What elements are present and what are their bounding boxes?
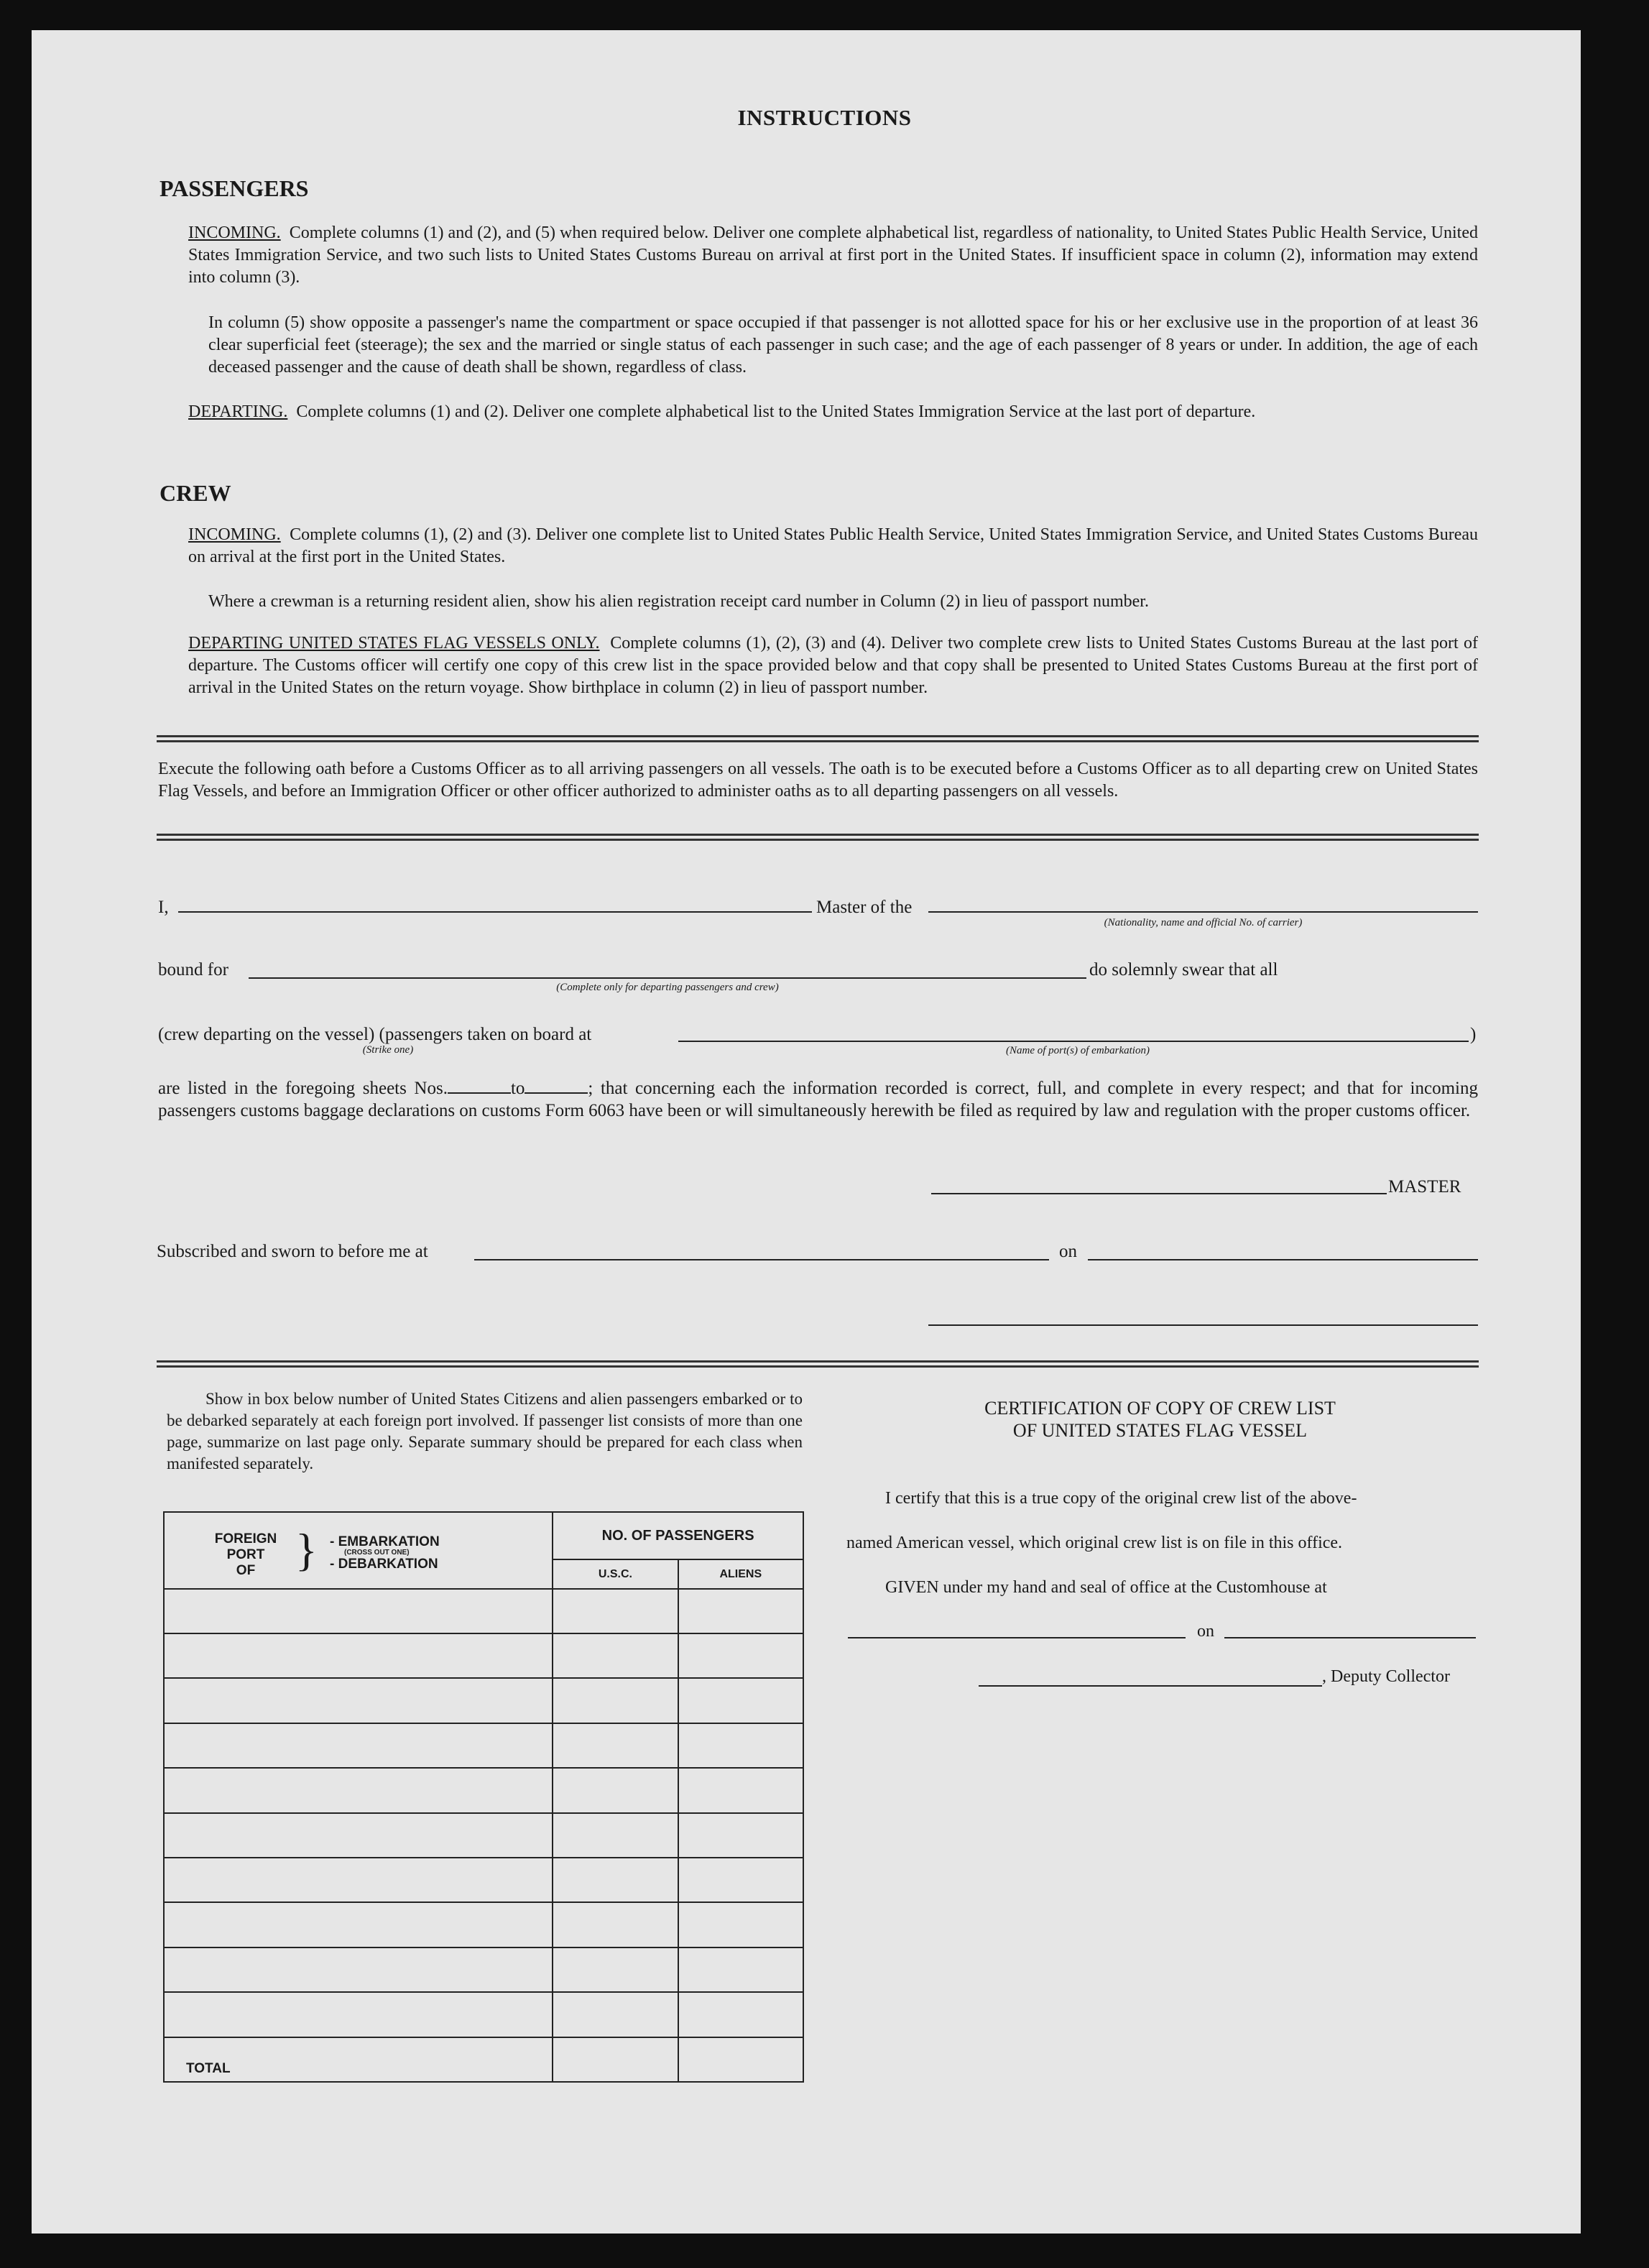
deputy-collector-label: , Deputy Collector [1322,1667,1450,1686]
port-cell[interactable] [164,1723,553,1768]
debarkation-label: - DEBARKATION [330,1557,438,1572]
carrier-caption: (Nationality, name and official No. of carrier) [1104,917,1303,928]
aliens-cell[interactable] [678,1947,803,1992]
usc-cell[interactable] [553,1992,678,2037]
port-cell[interactable] [164,1768,553,1812]
passengers-incoming-paragraph [188,222,1478,289]
summary-instruction: Show in box below number of United States Citizens and alien passengers embarked or to be debarked separately at each foreign port involved. If passenger list consists of more than one page, summarize on last page only. Separate summary should be prepared for each class when manifested separately. [167,1390,803,1472]
usc-cell[interactable] [553,1902,678,1947]
table-row [164,1589,803,1633]
total-aliens-cell[interactable] [678,2037,803,2082]
certification-heading-line2: OF UNITED STATES FLAG VESSEL [1012,1420,1308,1441]
crew-incoming-paragraph [188,524,1478,568]
brace-glyph: } [295,1524,318,1575]
crew-departing-text: Complete columns (1), (2), (3) and (4). Deliver two complete crew lists to United States Customs Bureau at the last port of departure. The Customs officer will certify one copy of this crew list in the space provided below and that copy shall be presented to United States Customs Bureau at the first port of arrival in the United States on the return voyage. Show birthplace in column (2) in lieu of passport number. [188,634,1478,697]
crew-resident-paragraph: Where a crewman is a returning resident alien, show his alien registration receipt card number in Column (2) in lieu of passport number. [208,592,1149,611]
listed-text-a: are listed in the foregoing sheets Nos. [158,1079,448,1098]
port-cell[interactable] [164,1633,553,1678]
passengers-incoming-label: INCOMING. [188,223,281,242]
certification-heading-line1: CERTIFICATION OF COPY OF CREW LIST [984,1398,1336,1419]
deputy-signature-field[interactable] [979,1685,1322,1687]
carrier-field[interactable] [928,911,1478,913]
table-row [164,1858,803,1902]
usc-cell[interactable] [553,1678,678,1723]
passengers-departing-text: Complete columns (1) and (2). Deliver one complete alphabetical list to the United States Immigration Service at the last port of departure. [296,402,1256,421]
aliens-cell[interactable] [678,1992,803,2037]
port-label: PORT [226,1547,265,1562]
aliens-cell[interactable] [678,1813,803,1858]
usc-cell[interactable] [553,1589,678,1633]
master-name-field[interactable] [178,911,812,913]
divider [157,735,1479,742]
usc-header: U.S.C. [553,1559,678,1588]
sworn-on-label: on [1059,1242,1077,1261]
page-title: INSTRUCTIONS [737,105,912,130]
aliens-cell[interactable] [678,1768,803,1812]
listed-text-b: ; that concerning each the information recorded is correct, full, and complete in every respect; and that for incoming passengers customs baggage declarations on customs Form 6063 have been or will simultaneously herewith be filed as required by law and regulation with the proper customs officer. [158,1079,1478,1120]
table-row [164,1723,803,1768]
bound-for-label: bound for [158,960,228,979]
strike-caption: (Strike one) [362,1044,414,1056]
oath-i-label: I, [158,898,169,917]
passengers-incoming-text: Complete columns (1) and (2), and (5) when required below. Deliver one complete alphabetical list, regardless of nationality, to United States Public Health Service, United States Immigration Service, and two such lists to United States Customs Bureau on arrival at first port in the United States. If insufficient space in column (2), information may extend into column (3). [188,223,1479,287]
passengers-heading: PASSENGERS [160,175,309,201]
foreign-label: FOREIGN [214,1531,277,1546]
subscribed-label: Subscribed and sworn to before me at [157,1242,428,1261]
crew-departing-label: DEPARTING UNITED STATES FLAG VESSELS ONLY. [188,634,600,653]
crew-incoming-label: INCOMING. [188,525,281,544]
passengers-column5-paragraph: In column (5) show opposite a passenger's name the compartment or space occupied if that passenger is not allotted space for his or her exclusive use in the proportion of at least 36 clear superficial feet (steerage); the sex and the married or single status of each passenger in such case; and the age of each passenger of 8 years or under. In addition, the age of each deceased passenger and the cause of death shall be shown, regardless of class. [208,313,1478,377]
bound-for-field[interactable] [249,977,1086,979]
swear-label: do solemnly swear that all [1089,960,1278,979]
usc-cell[interactable] [553,1633,678,1678]
passenger-summary-table [163,1511,804,2083]
passengers-departing-label: DEPARTING. [188,402,288,421]
master-of-label: Master of the [816,898,913,917]
crew-departing-paragraph [188,632,1478,699]
table-row [164,1947,803,1992]
aliens-cell[interactable] [678,1633,803,1678]
usc-cell[interactable] [553,1813,678,1858]
sworn-date-field[interactable] [1088,1259,1478,1260]
listed-to-label: to [510,1079,525,1098]
port-cell[interactable] [164,1992,553,2037]
crew-heading: CREW [160,480,231,506]
divider [157,834,1479,841]
usc-cell[interactable] [553,1768,678,1812]
close-paren: ) [1470,1025,1477,1044]
usc-cell[interactable] [553,1947,678,1992]
embarkation-label: - EMBARKATION [330,1534,440,1549]
cross-out-note: (CROSS OUT ONE) [344,1549,410,1557]
port-cell[interactable] [164,1902,553,1947]
divider [157,1360,1479,1368]
usc-cell[interactable] [553,1858,678,1902]
table-row [164,1813,803,1858]
total-label: TOTAL [164,2037,553,2082]
customhouse-field[interactable] [848,1637,1186,1638]
aliens-cell[interactable] [678,1902,803,1947]
sheet-from-field[interactable] [448,1079,511,1094]
aliens-cell[interactable] [678,1723,803,1768]
sworn-place-field[interactable] [474,1259,1049,1260]
port-header-cell [164,1512,553,1589]
total-usc-cell[interactable] [553,2037,678,2082]
embarkation-ports-field[interactable] [678,1041,1469,1042]
no-of-passengers-header: NO. OF PASSENGERS [553,1512,803,1559]
of-label: OF [236,1563,256,1578]
usc-cell[interactable] [553,1723,678,1768]
table-row [164,1678,803,1723]
table-row [164,1633,803,1678]
crew-departing-label: (crew departing on the vessel) (passengers taken on board at [158,1025,592,1044]
given-text: GIVEN under my hand and seal of office at the Customhouse at [885,1578,1327,1597]
port-cell[interactable] [164,1858,553,1902]
certify-line1: I certify that this is a true copy of the original crew list of the above- [885,1489,1357,1508]
officer-signature-field[interactable] [928,1324,1478,1326]
aliens-header: ALIENS [678,1559,803,1588]
port-cell[interactable] [164,1589,553,1633]
port-cell[interactable] [164,1678,553,1723]
ports-caption: (Name of port(s) of embarkation) [1006,1045,1150,1056]
table-row [164,1902,803,1947]
bound-caption: (Complete only for departing passengers and crew) [556,982,779,993]
master-signature-field[interactable] [931,1193,1387,1194]
port-cell[interactable] [164,1947,553,1992]
cert-on-label: on [1197,1622,1214,1641]
oath-instruction: Execute the following oath before a Customs Officer as to all arriving passengers on all vessels. The oath is to be executed before a Customs Officer as to all departing crew on United States Flag Vessels, and before an Immigration Officer or other officer authorized to administer oaths as to all departing passengers on all vessels. [158,760,1478,801]
sheet-to-field[interactable] [525,1079,588,1094]
passengers-departing-paragraph [188,401,1478,423]
cert-date-field[interactable] [1224,1637,1476,1638]
certification-heading [842,1397,1478,1442]
certify-line2: named American vessel, which original crew list is on file in this office. [846,1534,1343,1552]
listed-paragraph [158,1077,1478,1122]
table-row [164,1992,803,2037]
crew-incoming-text: Complete columns (1), (2) and (3). Deliver one complete list to United States Public Health Service, United States Immigration Service, and United States Customs Bureau on arrival at the first port in the United States. [188,525,1479,566]
aliens-cell[interactable] [678,1589,803,1633]
port-cell[interactable] [164,1813,553,1858]
table-row [164,1768,803,1812]
aliens-cell[interactable] [678,1678,803,1723]
master-label: MASTER [1388,1177,1461,1197]
aliens-cell[interactable] [678,1858,803,1902]
